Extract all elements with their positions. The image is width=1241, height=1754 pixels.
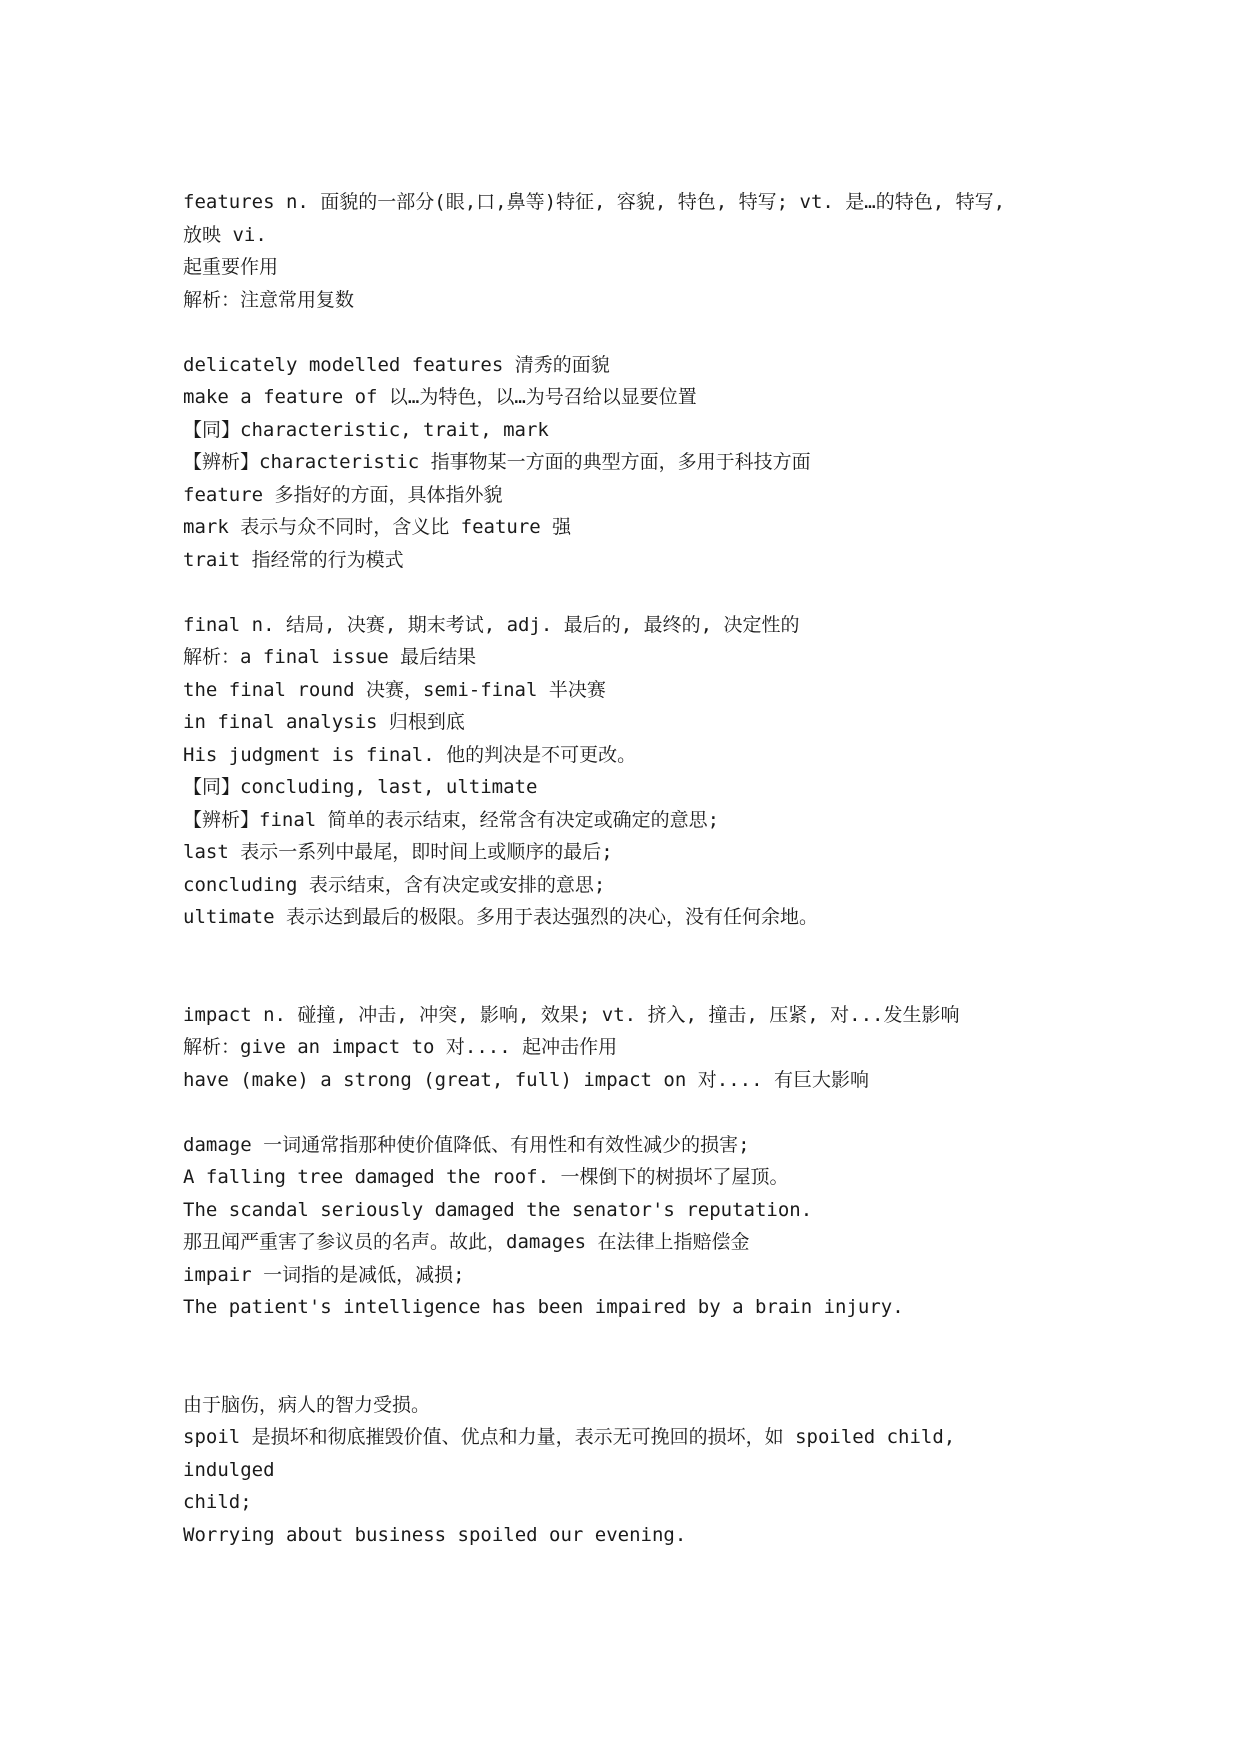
text-line: 【同】concluding, last, ultimate xyxy=(183,776,538,798)
text-line: 那丑闻严重害了参议员的名声。故此，damages 在法律上指赔偿金 xyxy=(183,1231,750,1253)
paragraph-gap xyxy=(183,1096,1083,1129)
text-line: delicately modelled features 清秀的面貌 xyxy=(183,353,610,376)
text-line: impact n. 碰撞, 冲击, 冲突, 影响, 效果; vt. 挤入, 撞击, 压紧, 对...发生影响 xyxy=(183,1003,960,1026)
text-line: A falling tree damaged the roof. 一棵倒下的树损坏了屋顶。 xyxy=(183,1166,789,1188)
text-line: 【辨析】final 简单的表示结束，经常含有决定或确定的意思; xyxy=(183,808,720,831)
text-line: 【辨析】characteristic 指事物某一方面的典型方面，多用于科技方面 xyxy=(183,451,811,473)
text-line: 起重要作用 xyxy=(183,256,279,278)
text-line: trait 指经常的行为模式 xyxy=(183,548,404,571)
text-line: impair 一词指的是减低，减损; xyxy=(183,1263,465,1286)
text-line: The scandal seriously damaged the senator's reputation. xyxy=(183,1198,813,1221)
text-line: feature 多指好的方面，具体指外貌 xyxy=(183,483,503,506)
entry-features xyxy=(183,186,1083,316)
text-line: 放映 vi. xyxy=(183,223,267,246)
paragraph-gap xyxy=(183,576,1083,609)
text-line: concluding 表示结束，含有决定或安排的意思; xyxy=(183,873,606,896)
entry-spoil xyxy=(183,1389,1083,1552)
text-line: Worrying about business spoiled our evening. xyxy=(183,1523,687,1546)
text-line: mark 表示与众不同时，含义比 feature 强 xyxy=(183,516,572,538)
paragraph-gap xyxy=(183,1324,1083,1389)
text-line: indulged xyxy=(183,1458,275,1481)
text-line: make a feature of 以…为特色，以…为号召给以显要位置 xyxy=(183,386,697,408)
text-line: in final analysis 归根到底 xyxy=(183,711,465,733)
text-line: have (make) a strong (great, full) impact on 对.... 有巨大影响 xyxy=(183,1068,869,1091)
text-line: 解析：a final issue 最后结果 xyxy=(183,646,477,668)
text-line: spoil 是损坏和彻底摧毁价值、优点和力量，表示无可挽回的损坏，如 spoiled child, xyxy=(183,1426,956,1448)
text-line: damage 一词通常指那种使价值降低、有用性和有效性减少的损害; xyxy=(183,1133,750,1156)
text-line: His judgment is final. 他的判决是不可更改。 xyxy=(183,743,637,766)
text-line: 由于脑伤，病人的智力受损。 xyxy=(183,1393,431,1416)
text-line: last 表示一系列中最尾，即时间上或顺序的最后; xyxy=(183,841,613,863)
text-line: child; xyxy=(183,1491,252,1513)
text-line: The patient's intelligence has been impaired by a brain injury. xyxy=(183,1296,904,1318)
text-line: 解析：give an impact to 对.... 起冲击作用 xyxy=(183,1036,618,1058)
text-line: ultimate 表示达到最后的极限。多用于表达强烈的决心，没有任何余地。 xyxy=(183,906,818,928)
paragraph-gap xyxy=(183,316,1083,349)
entry-damage xyxy=(183,1129,1083,1324)
entry-impact xyxy=(183,999,1083,1097)
text-line: final n. 结局, 决赛, 期末考试, adj. 最后的, 最终的, 决定性的 xyxy=(183,613,800,636)
entry-final xyxy=(183,609,1083,934)
entry-features-usage xyxy=(183,349,1083,577)
text-line: 解析：注意常用复数 xyxy=(183,288,355,311)
text-line: features n. 面貌的一部分(眼,口,鼻等)特征, 容貌, 特色, 特写; vt. 是…的特色, 特写, xyxy=(183,191,1006,213)
paragraph-gap xyxy=(183,934,1083,999)
text-line: the final round 决赛，semi-final 半决赛 xyxy=(183,678,606,701)
text-line: 【同】characteristic, trait, mark xyxy=(183,418,549,441)
document-page xyxy=(183,186,1083,1551)
